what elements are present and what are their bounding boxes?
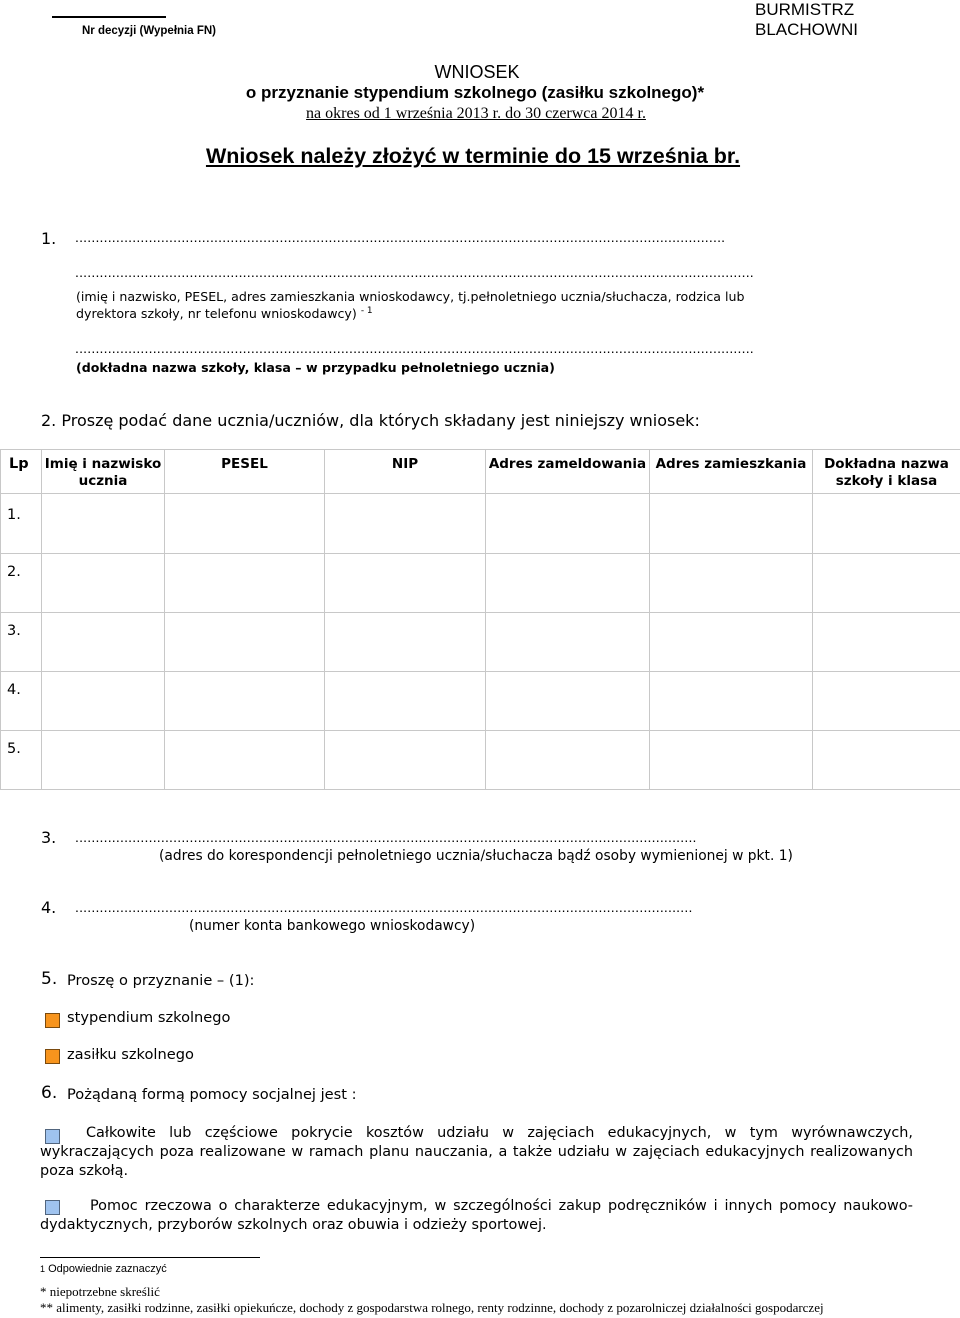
column-header-nip: NIP [325, 450, 486, 494]
section-4-number: 4. [41, 898, 57, 917]
column-header-lp: Lp [1, 450, 42, 494]
applicant-caption-2 [76, 306, 373, 321]
column-header-pesel: PESEL [165, 450, 325, 494]
addressee-line-1: BURMISTRZ [755, 0, 855, 19]
cell-nip[interactable] [325, 613, 486, 672]
school-line[interactable]: ...................................................................................................................................................................... [75, 340, 754, 356]
allowance-option-label: zasiłku szkolnego [67, 1046, 194, 1063]
table-row [1, 613, 960, 672]
cell-school[interactable] [813, 494, 960, 554]
education-costs-option-label: Całkowite lub częściowe pokrycie kosztów udziału w zajęciach edukacyjnych, w tym wyrównawczych, wykraczających poza realizowane w ramach planu nauczania, a także udziału w zajęciach edukacyjnych realizowanych poza szkołą. [40, 1125, 913, 1179]
section-6-heading: Pożądaną formą pomocy socjalnej jest : [67, 1086, 357, 1103]
footnote-ref-1: - 1 [360, 306, 373, 316]
table-row [1, 494, 960, 554]
students-table [0, 449, 960, 790]
applicant-caption-2-text: dyrektora szkoły, nr telefonu wnioskodawcy) [76, 306, 357, 322]
cell-registered-address[interactable] [486, 554, 650, 613]
form-period: na okres od 1 września 2013 r. do 30 czerwca 2014 r. [306, 105, 646, 122]
scholarship-option-label: stypendium szkolnego [67, 1009, 231, 1026]
section-3-number: 3. [41, 828, 57, 847]
cell-school[interactable] [813, 613, 960, 672]
cell-residential-address[interactable] [650, 554, 813, 613]
cell-nip[interactable] [325, 554, 486, 613]
addressee [755, 0, 858, 40]
decision-number-label: Nr decyzji (Wypełnia FN) [82, 25, 216, 37]
row-number: 4. [1, 672, 42, 731]
cell-pesel[interactable] [165, 554, 325, 613]
row-number: 2. [1, 554, 42, 613]
correspondence-address-line[interactable]: ........................................................................................................................................................ [75, 829, 697, 845]
cell-pesel[interactable] [165, 613, 325, 672]
form-title: WNIOSEK [434, 62, 520, 82]
cell-name[interactable] [42, 494, 165, 554]
footnote-1-text: Odpowiednie zaznaczyć [48, 1263, 167, 1275]
table-row [1, 731, 960, 790]
cell-nip[interactable] [325, 731, 486, 790]
footnote-1-mark: 1 [40, 1264, 46, 1274]
cell-registered-address[interactable] [486, 494, 650, 554]
allowance-checkbox[interactable] [45, 1049, 60, 1064]
cell-pesel[interactable] [165, 494, 325, 554]
scholarship-checkbox[interactable] [45, 1013, 60, 1028]
section-5-heading: Proszę o przyznanie – (1): [67, 972, 255, 989]
table-header-row [1, 450, 960, 494]
row-number: 1. [1, 494, 42, 554]
form-subtitle: o przyznanie stypendium szkolnego (zasiłku szkolnego)* [245, 83, 705, 102]
bank-account-caption: (numer konta bankowego wnioskodawcy) [189, 918, 476, 934]
cell-nip[interactable] [325, 672, 486, 731]
cell-residential-address[interactable] [650, 731, 813, 790]
section-5-number: 5. [41, 969, 58, 989]
cell-nip[interactable] [325, 494, 486, 554]
school-caption: (dokładna nazwa szkoły, klasa – w przypadku pełnoletniego ucznia) [76, 360, 555, 375]
footnote-2: * niepotrzebne skreślić [40, 1284, 160, 1299]
column-header-registered-address: Adres zameldowania [486, 450, 650, 494]
cell-pesel[interactable] [165, 731, 325, 790]
cell-name[interactable] [42, 554, 165, 613]
deadline-notice: Wniosek należy złożyć w terminie do 15 września br. [205, 144, 741, 168]
material-aid-option-label: Pomoc rzeczowa o charakterze edukacyjnym, w szczególności zakup podręczników i innych pomocy naukowo-dydaktycznych, przyborów szkolnych oraz obuwia i odzieży sportowej. [40, 1198, 913, 1233]
cell-pesel[interactable] [165, 672, 325, 731]
row-number: 3. [1, 613, 42, 672]
cell-residential-address[interactable] [650, 494, 813, 554]
cell-name[interactable] [42, 613, 165, 672]
applicant-line-1[interactable]: ............................................................................................................................................................... [75, 229, 726, 245]
correspondence-address-caption: (adres do korespondencji pełnoletniego ucznia/słuchacza bądź osoby wymienionej w pkt. 1) [159, 848, 793, 864]
cell-residential-address[interactable] [650, 613, 813, 672]
column-header-name: Imię i nazwisko ucznia [42, 450, 165, 494]
table-row [1, 672, 960, 731]
decision-number-line [52, 16, 166, 18]
section-1-number: 1. [41, 229, 57, 248]
footnote-1 [40, 1263, 167, 1275]
column-header-school: Dokładna nazwa szkoły i klasa [813, 450, 960, 494]
cell-registered-address[interactable] [486, 731, 650, 790]
footnote-separator [40, 1257, 260, 1258]
cell-school[interactable] [813, 554, 960, 613]
cell-school[interactable] [813, 672, 960, 731]
cell-name[interactable] [42, 731, 165, 790]
section-6-number: 6. [41, 1083, 58, 1103]
row-number: 5. [1, 731, 42, 790]
table-row [1, 554, 960, 613]
cell-school[interactable] [813, 731, 960, 790]
addressee-line-2: BLACHOWNI [755, 20, 858, 39]
applicant-caption: (imię i nazwisko, PESEL, adres zamieszkania wnioskodawcy, tj.pełnoletniego ucznia/słuchacza, rodzica lub [76, 289, 745, 304]
cell-registered-address[interactable] [486, 672, 650, 731]
column-header-residential-address: Adres zamieszkania [650, 450, 813, 494]
cell-residential-address[interactable] [650, 672, 813, 731]
footnote-3: ** alimenty, zasiłki rodzinne, zasiłki opiekuńcze, dochody z gospodarstwa rolnego, renty rodzinne, dochody z pozarolniczej działalności gospodarczej [40, 1300, 824, 1315]
cell-name[interactable] [42, 672, 165, 731]
cell-registered-address[interactable] [486, 613, 650, 672]
bank-account-line[interactable]: ....................................................................................................................................................... [75, 899, 693, 915]
applicant-line-2[interactable]: ...................................................................................................................................................................... [75, 264, 754, 280]
section-2-heading: 2. Proszę podać dane ucznia/uczniów, dla których składany jest niniejszy wniosek: [41, 411, 700, 430]
